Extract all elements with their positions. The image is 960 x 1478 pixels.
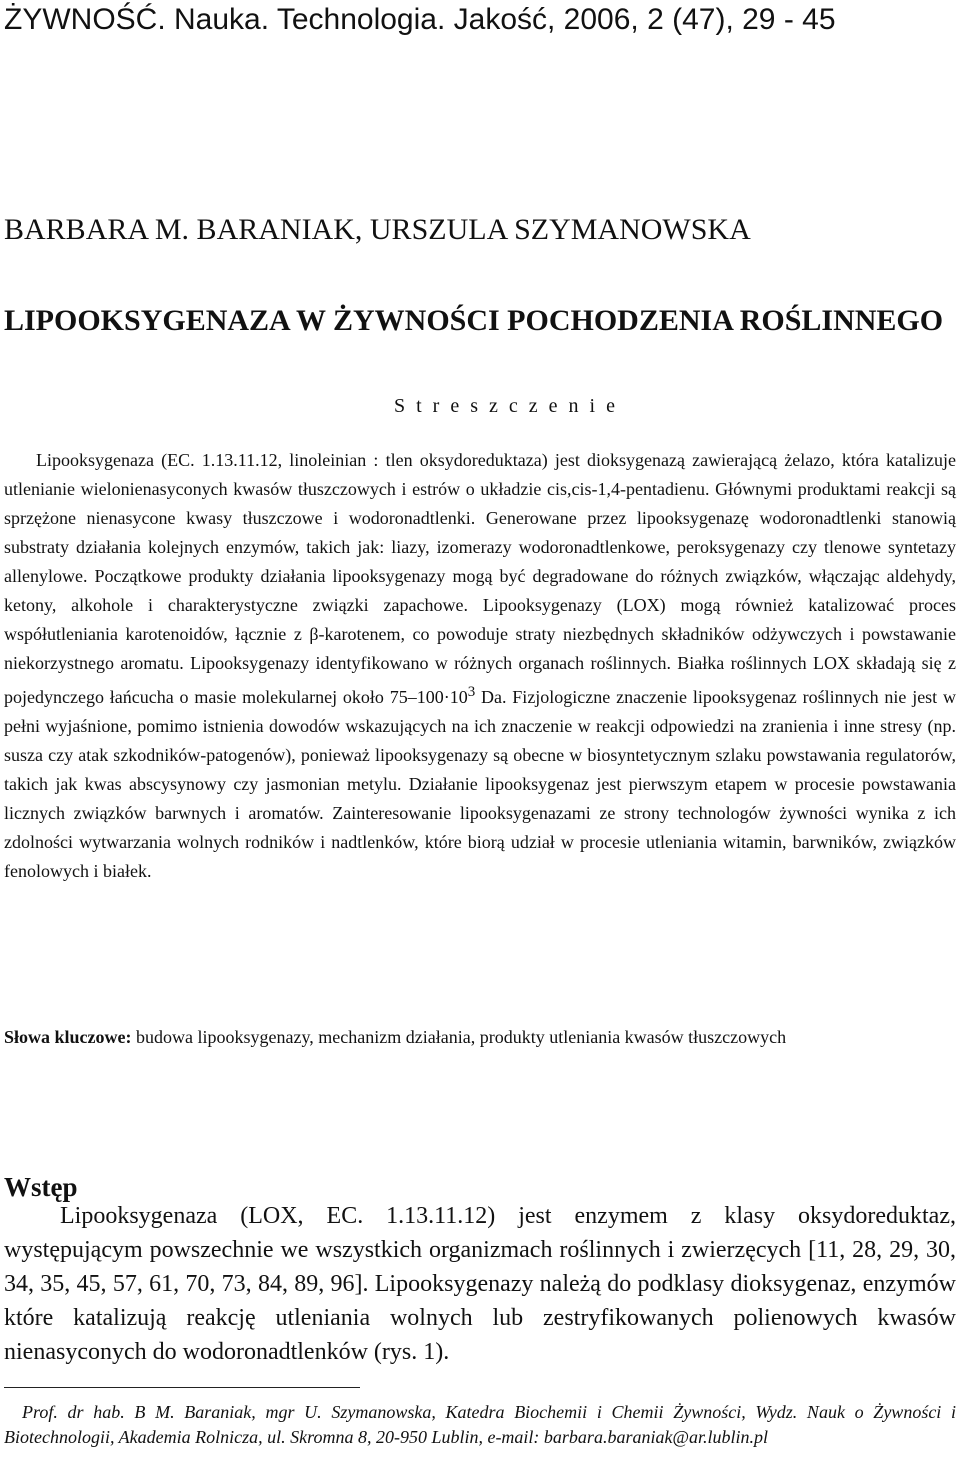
article-title: LIPOOKSYGENAZA W ŻYWNOŚCI POCHODZENIA ROŚLINNEGO <box>4 304 944 338</box>
article-authors: BARBARA M. BARANIAK, URSZULA SZYMANOWSKA <box>4 213 751 246</box>
introduction-paragraph: Lipooksygenaza (LOX, EC. 1.13.11.12) jest enzymem z klasy oksydoreduktaz, występującym powszechnie we wszystkich organizmach roślinnych i zwierzęcych [11, 28, 29, 30, 34, 35, 45, 57, 61, 70, 73, 84, 89, 96]. Lipooksygenazy należą do podklasy dioksygenaz, enzymów które katalizują reakcję utleniania wolnych lub zestryfikowanych polienowych kwasów nienasyconych do wodoronadtlenków (rys. 1). <box>4 1203 956 1365</box>
abstract-heading: S t r e s z c z e n i e <box>394 395 618 417</box>
footnote-rule <box>4 1387 360 1388</box>
keywords-text: budowa lipooksygenazy, mechanizm działania, produkty utleniania kwasów tłuszczowych <box>131 1027 787 1047</box>
abstract-paragraph <box>4 446 956 886</box>
introduction-heading: Wstęp <box>4 1172 78 1203</box>
keywords-label: Słowa kluczowe: <box>4 1027 132 1047</box>
author-affiliation-footnote: Prof. dr hab. B M. Baraniak, mgr U. Szymanowska, Katedra Biochemii i Chemii Żywności, Wydz. Nauk o Żywności i Biotechnologii, Akademia Rolnicza, ul. Skromna 8, 20-950 Lublin, e-mail: barbara.baraniak@ar.lublin.pl <box>4 1402 956 1447</box>
abstract-exponent: 3 <box>467 684 476 700</box>
keywords-paragraph <box>4 1022 956 1052</box>
journal-header: ŻYWNOŚĆ. Nauka. Technologia. Jakość, 2006, 2 (47), 29 - 45 <box>4 3 836 36</box>
abstract-text-before-exponent: Lipooksygenaza (EC. 1.13.11.12, linoleinian : tlen oksydoreduktaza) jest dioksygenazą zawierającą żelazo, która katalizuje utlenianie wielonienasyconych kwasów tłuszczowych i estrów o układzie cis,cis-1,4-pentadienu. Głównymi produktami reakcji są sprzężone nienasycone kwasy tłuszczowe i wodoronadtlenki. Generowane przez lipooksygenazę wodoronadtlenki stanowią substraty działania kolejnych enzymów, takich jak: liazy, izomerazy wodoronadtlenkowe, peroksygenazy czy tlenowe syntetazy allenylowe. Początkowe produkty działania lipooksygenazy mogą być degradowane do różnych związków, włączając aldehydy, ketony, alkohole i charakterystyczne związki zapachowe. Lipooksygenazy (LOX) mogą również katalizować proces współutleniania karotenoidów, łącznie z β-karotenem, co powoduje straty niezbędnych składników odżywczych i powstawanie niekorzystnego aromatu. Lipooksygenazy identyfikowano w różnych organach roślinnych. Białka roślinnych LOX składają się z pojedynczego łańcucha o masie molekularnej około 75–100·10 <box>4 450 956 707</box>
abstract-text-after-exponent: Da. Fizjologiczne znaczenie lipooksygenaz roślinnych nie jest w pełni wyjaśnione, pomimo istnienia dowodów wskazujących na ich znaczenie w reakcji odpowiedzi na zranienia i inne stresy (np. susza czy atak szkodników-patogenów), ponieważ lipooksygenazy są obecne w biosyntetycznym szlaku powstawania regulatorów, takich jak kwas abscysynowy czy jasmonian metylu. Działanie lipooksygenaz jest pierwszym etapem w procesie powstawania licznych związków barwnych i aromatów. Zainteresowanie lipooksygenazami ze strony technologów żywności wynika z ich zdolności wytwarzania wolnych rodników i nadtlenków, które biorą udział w procesie utleniania witamin, barwników, związków fenolowych i białek. <box>4 687 956 881</box>
